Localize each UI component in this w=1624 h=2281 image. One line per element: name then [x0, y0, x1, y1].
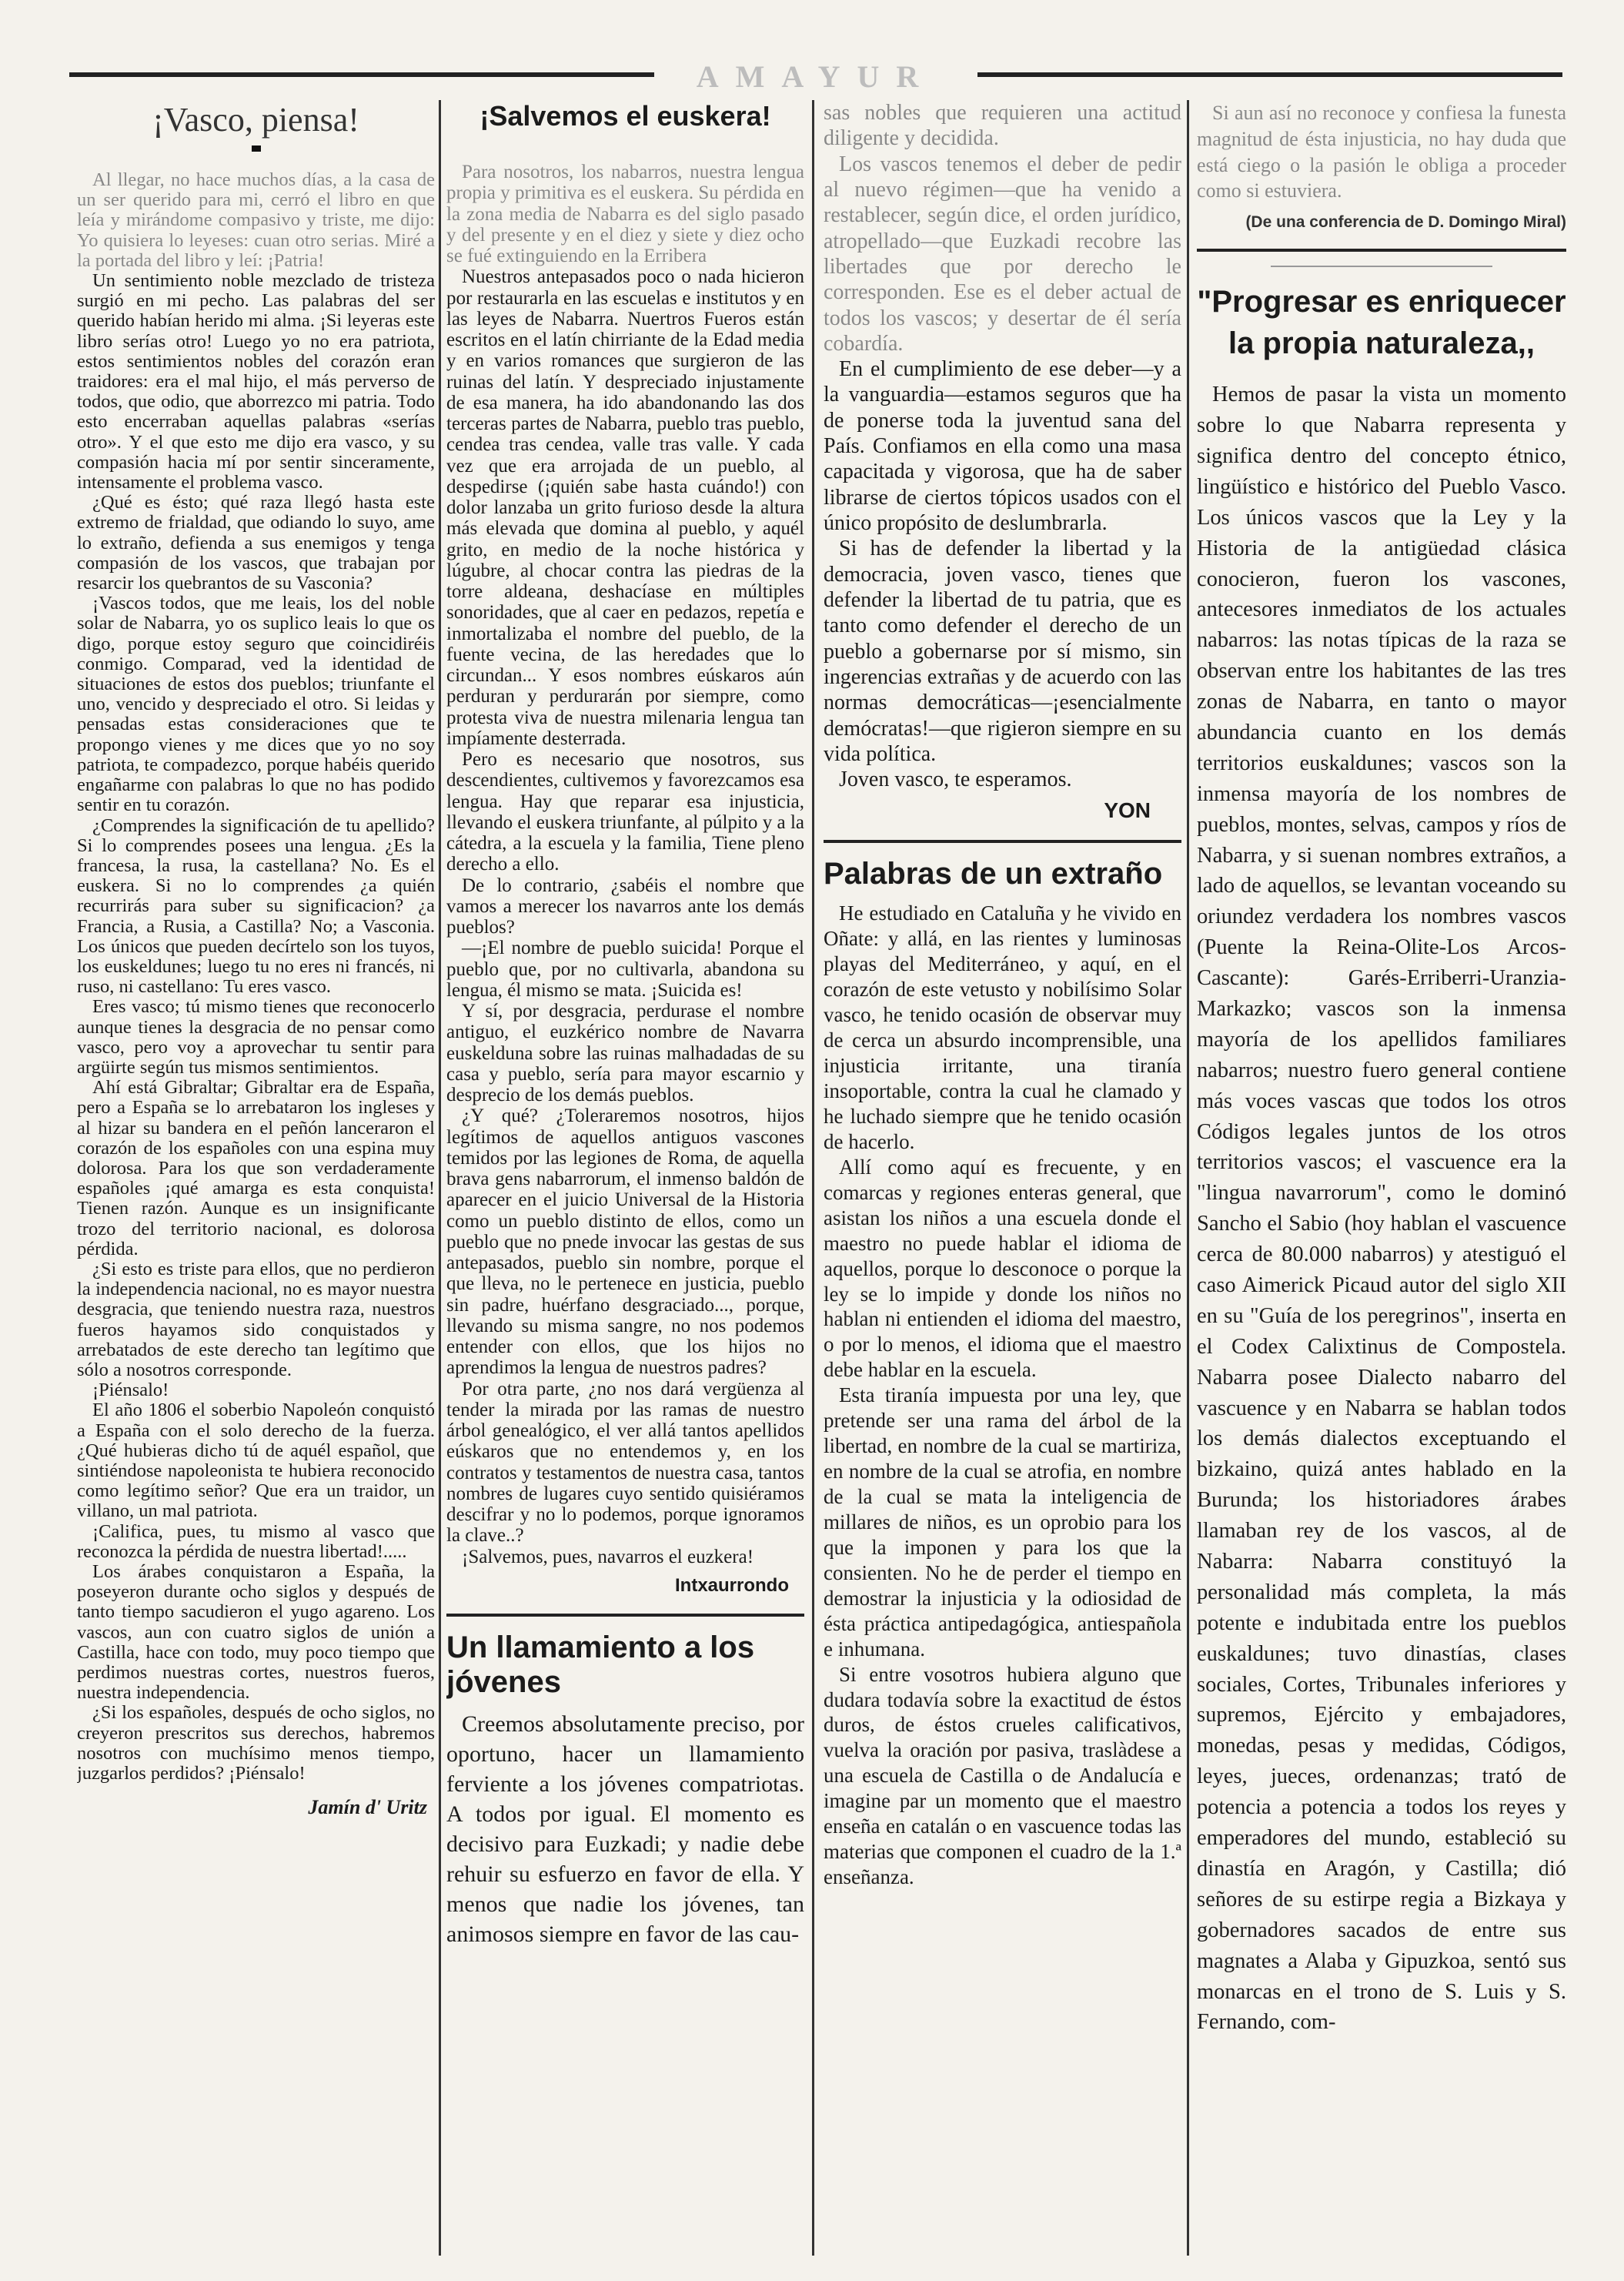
section-rule [446, 1614, 804, 1617]
section-rule [824, 840, 1181, 843]
paragraph: En el cumplimiento de ese deber—y a la vanguardia—estamos seguros que ha de ponerse toda la juventud sana del País. Confiamos en ella como una masa capacitada y vigorosa, que ha de saber librarse de ciertos tópicos usados con el único propósito de deslumbrarla. [824, 357, 1181, 535]
paragraph: Si has de defender la libertad y la democracia, joven vasco, tienes que defender la libertad de tu patria, que es tanto como defender el derecho de un pueblo a gobernarse por sí mismo, sin ingerencias extrañas y de acuerdo con las normas democráticas—¡esencialmente demócratas!—que rigieron siempre en su vida política. [824, 537, 1181, 766]
paragraph: ¿Si esto es triste para ellos, que no perdieron la independencia nacional, no es mayor nuestra desgracia, que teniendo nuestra raza, nuestros fueros hayamos sido conquistados y arrebatados de este derecho tan legítimo que sólo a nosotros corresponde. [77, 1258, 435, 1380]
section-rule [1197, 249, 1566, 252]
paragraph: Hemos de pasar la vista un momento sobre lo que Nabarra representa y significa dentro del concepto étnico, lingüístico e histórico del Pueblo Vasco. Los únicos vascos que la Ley y la Historia de la antigüedad clásica conocieron, fueron los vascones, antecesores inmediatos de los actuales nabarros: las notas típicas de la raza se observan entre los habitantes de las tres zonas de Nabarra, en tanto o mayor abundancia cuanto en los demás territorios euskaldunes; vascos son la inmensa mayoría de los nombres de pueblos, montes, selvas, campos y ríos de Nabarra, y si suenan nombres extraños, a lado de aquellos, se levantan voceando su oriundez verdadera los nombres vascos (Puente la Reina-Olite-Los Arcos-Cascante): Garés-Erriberri-Uranzia-Markazko; vascos son la inmensa mayoría de los apellidos familiares nabarros; nuestro fuero general contiene más voces vascas que todos los otros Códigos legales juntos de los otros territorios vascos; el vascuence era la "lingua navarrorum", como le dominó Sancho el Sabio (hoy hablan el vascuence cerca de 80.000 nabarros) y atestiguó el caso Aimerick Picaud autor del siglo XII en su "Guía de los peregrinos", inserta en el Codex Calixtinus de Compostela. Nabarra posee Dialecto nabarro del vascuence y en Nabarra se hablan todos los demás dialectos exceptuando el bizkaino, quizá antes hablado en la Burunda; los historiadores árabes llamaban rey de los vascos, al de Nabarra: Nabarra constituyó la personalidad más completa, la más potente e indubitada entre los pueblos euskaldunes; tuvo dinastías, clases sociales, Cortes, Tribunales inferiores y supremos, Ejército y embajadores, monedas, pesas y medidas, Códigos, leyes, jueces, ordenanzas; trató de potencia a potencia a todos los reyes y emperadores del mundo, estableció su dinastía en Aragón, y Castilla; dió señores de su estirpe regia a Bizkaya y gobernadores sacados de entre sus magnates a Alaba y Gipuzkoa, sentó sus monarcas en el trono de S. Luis y S. Fernando, com- [1197, 383, 1566, 2035]
paragraph: De lo contrario, ¿sabéis el nombre que vamos a merecer los navarros ante los demás pueblos? [446, 875, 804, 938]
masthead-rule-left [69, 72, 654, 77]
faded-rule [1271, 266, 1492, 267]
masthead-rule-right [977, 72, 1562, 77]
paragraph: ¡Salvemos, pues, navarros el euzkera! [462, 1546, 754, 1567]
signature: YON [1104, 798, 1151, 823]
masthead [69, 59, 1562, 94]
article-vasco-piensa [77, 100, 435, 2256]
paragraph: Los árabes conquistaron a España, la poseyeron durante ocho siglos y después de tanto tiempo sacudieron el yugo agareno. Los vascos, aun con cuatro siglos de unión a Castilla, hace con todo, muy poco tiempo que perdimos nuestras cortes, nuestros fueros, nuestra independencia. [77, 1561, 435, 1704]
paragraph: Y sí, por desgracia, perdurase el nombre antiguo, el euzkérico nombre de Navarra euskelduna sobre las ruinas malhadadas de su casa y pueblo, sería para mayor escarnio y desprecio de los demás pueblos. [446, 1001, 804, 1105]
paragraph: Joven vasco, te esperamos. [839, 768, 1072, 792]
column-divider-1 [439, 100, 441, 2256]
paragraph: Los vascos tenemos el deber de pedir al nuevo régimen—que ha venido a restablecer, según dice, el orden jurídico, atropellado—que Euzkadi recobre las libertades que por derecho le corresponden. Ese es el deber actual de todos los vascos; y desertar de él sería cobardía. [824, 152, 1181, 356]
paragraph: ¡Vascos todos, que me leais, los del noble solar de Nabarra, yo os suplico leais lo que os digo, porque estoy seguro que coincidiréis conmigo. Comparad, ved la identidad de situaciones de estos dos pueblos; triunfante el uno, vencido y despreciado el otro. Si leidas y pensadas estas consideraciones que te propongo vienes y me dices que yo no soy patriota, te compadezco, porque habéis querido engañarme con palabras lo que no has podido sentir en tu corazón. [77, 593, 435, 816]
paragraph: Si aun así no reconoce y confiesa la funesta magnitud de ésta injusticia, no hay duda que está ciego o la pasión le obliga a proceder como si estuviera. [1197, 102, 1566, 202]
paragraph: ¡Piénsalo! [92, 1380, 169, 1401]
paragraph: ¿Qué es ésto; qué raza llegó hasta este extremo de frialdad, que odiando lo suyo, ame lo extraño, defienda a sus enemigos y tenga compasión de los vascos, que trabajan por resarcir los quebrantos de su Vasconia? [77, 492, 435, 594]
paragraph: ¿Y qué? ¿Toleraremos nosotros, hijos legítimos de aquellos antiguos vascones temidos por las legiones de Roma, de aquella brava gens nabarrorum, el inmenso baldón de aparecer en el juicio Universal de la Historia como un pueblo distinto de ellos, como un pueblo que no pnede invocar las gestas de sus antepasados, pueblo sin nombre, porque el que lleva, no le pertenece en justicia, pueblo sin padre, huérfano desgraciado..., porque, llevando su misma sangre, no nos podemos entender con ellos, que los hijos no aprendimos la lengua de nuestros padres? [446, 1105, 804, 1379]
column-divider-2 [812, 100, 814, 2256]
signature: Intxaurrondo [675, 1574, 789, 1596]
paragraph: Si entre vosotros hubiera alguno que dudara todavía sobre la exactitud de éstos duros, de éstos crueles calificativos, vuelva la oración por pasiva, traslàdese a una escuela de Castilla o de Andalucía e imagine par un momento que el maestro enseña en catalán o en vascuence todas las materias que componen el cuadro de la 1.ª enseñanza. [824, 1662, 1181, 1889]
paragraph: Allí como aquí es frecuente, y en comarcas y regiones enteras general, que asistan los niños a una escuela donde el maestro no puede hablar el idioma de aquellos, porque lo desconoce o porque la ley se lo impide y donde los niños no hablan ni entienden el idioma del maestro, o por lo menos, el idioma que el maestro debe hablar en la escuela. [824, 1155, 1181, 1382]
article-title: Palabras de un extraño [824, 857, 1163, 891]
paragraph: Eres vasco; tú mismo tienes que reconocerlo aunque tienes la desgracia de no pensar como vasco, pero voy a aprovechar tu sentir para argüirte según tus mismos sentimientos. [77, 996, 435, 1078]
article-title: ¡Vasco, piensa! [152, 101, 359, 139]
paragraph: Creemos absolutamente preciso, por oportuno, hacer un llamamiento ferviente a los jóvenes compatriotas. A todos por igual. El momento es decisivo para Euzkadi; y nadie debe rehuir su esfuerzo en favor de ella. Y menos que nadie los jóvenes, tan animosos siempre en favor de las cau- [446, 1711, 804, 1947]
paragraph: ¿Si los españoles, después de ocho siglos, no creyeron prescritos sus derechos, habremos nosotros con muchísimo menos tiempo, juzgarlos perdidos? ¡Piénsalo! [77, 1702, 435, 1784]
credit-line: (De una conferencia de D. Domingo Miral) [1245, 213, 1566, 232]
paragraph: Al llegar, no hace muchos días, a la casa de un ser querido para mi, cerró el libro en que leía y mirándome compasivo y triste, me dijo: Yo quisiera lo leyeses: cuan otro serias. Miré a la portada del libro y leí: ¡Patria! [77, 169, 435, 271]
paragraph: ¡Califica, pues, tu mismo al vasco que reconozca la pérdida de nuestra libertad!..... [77, 1520, 435, 1562]
article-title: Un llamamiento a los jóvenes [446, 1630, 755, 1699]
paragraph: Pero es necesario que nosotros, sus descendientes, cultivemos y favorezcamos esa lengua. Hay que reparar esa injusticia, llevando el euskera triunfante, al púlpito y a la cátedra, a la escuela y la familia, Tiene pleno derecho a ello. [446, 749, 804, 875]
paragraph: Por otra parte, ¿no nos dará vergüenza al tender la mirada por las ramas de nuestro árbol genealógico, el ver allá tantos apellidos eúskaros que no entendemos y, en los contratos y testamentos de nuestra casa, tantos nombres de lugares cuyo sentido quisiéramos descifrar y no lo podemos, porque ignoramos la clave..? [446, 1378, 804, 1547]
article-salvemos-euskera [446, 100, 804, 2256]
paragraph: Nuestros antepasados poco o nada hicieron por restaurarla en las escuelas e institutos y en las leyes de Nabarra. Nuertros Fueros están escritos en el latín chirriante de la Edad media y en varios romances que surgieron de las ruinas del latín. Y despreciado injustamente de esa manera, ha ido abandonando las dos terceras partes de Nabarra, pueblo tras pueblo, cendea tras cendea, valle tras valle. Y cada vez que era arrojada de un pueblo, al despedirse (¡quién sabe hasta cuándo!) con dolor lanzaba un grito furioso desde la altura más elevada que domina al pueblo, y aquél grito, en medio de la noche histórica y lúgubre, al chocar contra las piedras de la torre aldeana, deshacíase en múltiples sonoridades, que al caer en pedazos, repetía e inmortalizaba el nombre del pueblo, de la fuente vecina, de las heredades que lo circundan... Y esos nombres eúskaros aún perduran y perdurarán por siempre, como protesta viva de nuestra milenaria lengua tan impíamente desterrada. [446, 266, 804, 749]
article-title: ¡Salvemos el euskera! [480, 100, 771, 132]
paragraph: ¿Comprendes la significación de tu apellido? Si lo comprendes posees una lengua. ¿Es la francesa, la rusa, la castellana? No. Es el euskera. Si no lo comprendes ¿a quién recurrirás para suber su significacion? ¿a Francia, a Rusia, a Castilla? No; a Vasconia. Los únicos que pueden decírtelo son los tuyos, los euskeldunes; luego tu no eres ni francés, ni ruso, ni castellano: Tu eres vasco. [77, 814, 435, 998]
article-progresar [1197, 100, 1566, 2256]
paragraph: Esta tiranía impuesta por una ley, que pretende ser una rama del árbol de la libertad, en nombre de la cual se martiriza, en nombre de la cual se atrofia, en nombre de la cual se mata la inteligencia de millares de niños, es un oprobio para los que la imponen y para los que la consienten. No he de perder el tiempo en demostrar la injusticia y la odiosidad de ésta práctica antipedagógica, antiespañola e inhumana. [824, 1383, 1181, 1661]
article-llamamiento-continued [824, 100, 1181, 2256]
paragraph: He estudiado en Cataluña y he vivido en Oñate: y allá, en las rientes y luminosas playas del Mediterráneo, y aquí, en el corazón de este vetusto y nobilísimo Solar vasco, he tenido ocasión de observar muy de cerca un absurdo incomprensible, una injusticia irritante, una tiranía insoportable, contra la cual he clamado y he luchado siempre que he tenido ocasión de hacerlo. [824, 901, 1181, 1153]
paragraph: Para nosotros, los nabarros, nuestra lengua propia y primitiva es el euskera. Su pérdida en la zona media de Nabarra es del siglo pasado y del presente y en el diez y siete y diez ocho se fué extinguiendo en la Erribera [446, 162, 804, 266]
signature: Jamín d' Uritz [308, 1796, 427, 1819]
column-divider-3 [1187, 100, 1189, 2256]
masthead-title: AMAYUR [696, 59, 936, 94]
title-ornament [252, 145, 261, 152]
paragraph: sas nobles que requieren una actitud diligente y decidida. [824, 101, 1181, 151]
article-title: "Progresar es enriquecer la propia naturaleza,, [1197, 285, 1566, 361]
paragraph: Ahí está Gibraltar; Gibraltar era de España, pero a España se lo arrebataron los ingleses y al hizar su bandera en el peñón lanceraron el corazón de los españoles con una espina muy dolorosa. Para los que son verdaderamente españoles ¡qué amarga es esta conquista! Tienen razón. Aunque es un insignificante trozo del territorio nacional, es dolorosa pérdida. [77, 1077, 435, 1259]
paragraph: Un sentimiento noble mezclado de tristeza surgió en mi pecho. Las palabras del ser querido habían herido mi alma. ¡Si leyeras este libro serías otro! Luego yo no era patriota, estos sentimientos nobles del corazón eran traidores: era el mal hijo, el más perverso de todos, que odio, que aborrezco mi patria. Todo esto encerraban aquellas palabras «serías otro». Y el que esto me dijo era vasco, y su compasión hacia mí por sentir sinceramente, intensamente el problema vasco. [77, 270, 435, 493]
paragraph: —¡El nombre de pueblo suicida! Porque el pueblo que, por no cultivarla, abandona su lengua, él mismo se mata. ¡Suicida es! [446, 938, 804, 1001]
paragraph: El año 1806 el soberbio Napoleón conquistó a España con el solo derecho de la fuerza. ¿Qué hubieras dicho tú de aquél español, que sintiéndose napoleonista te hubiera reconocido como legítimo señor? Que era un traidor, un villano, un mal patriota. [77, 1400, 435, 1522]
